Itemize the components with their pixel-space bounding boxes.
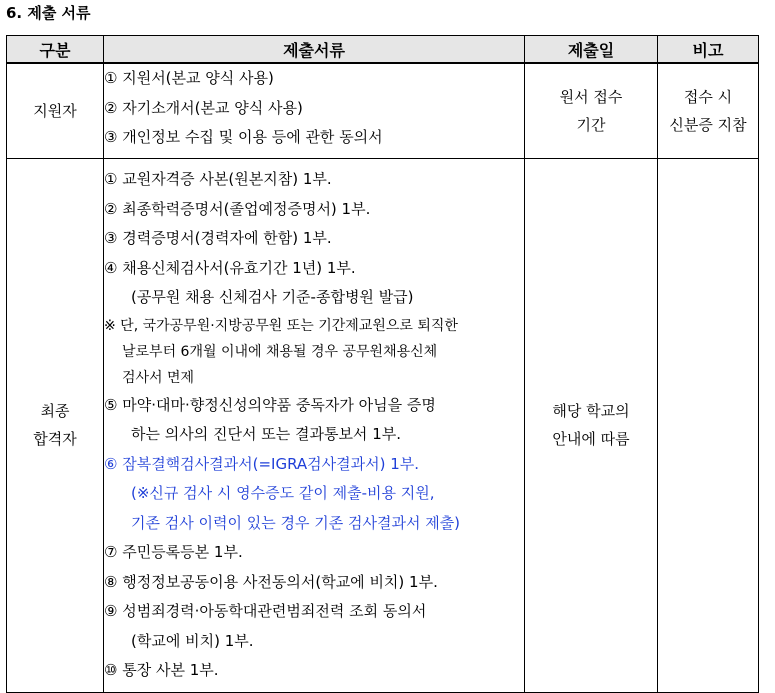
document-item: ⑨ 성범죄경력·아동학대관련범죄전력 조회 동의서 <box>104 602 427 620</box>
document-item: ⑧ 행정정보공동이용 사전동의서(학교에 비치) 1부. <box>104 572 438 591</box>
document-item: ④ 채용신체검사서(유효기간 1년) 1부. <box>104 258 356 277</box>
document-item: ③ 개인정보 수집 및 이용 등에 관한 동의서 <box>104 128 383 146</box>
deadline-line: 해당 학교의 <box>552 402 630 421</box>
document-item: ⑩ 통장 사본 1부. <box>104 661 219 679</box>
header-documents: 제출서류 <box>104 36 525 64</box>
table-row-final-applicant <box>7 159 759 693</box>
deadline-line: 원서 접수 <box>559 88 623 106</box>
document-item: ① 지원서(본교 양식 사용) <box>104 69 274 87</box>
section-title: 6. 제출 서류 <box>6 4 91 22</box>
deadline-line: 기간 <box>576 116 606 134</box>
document-note-continuation: 검사서 면제 <box>122 369 195 386</box>
header-category: 구분 <box>7 36 104 64</box>
document-item-highlighted-continuation: 기존 검사 이력이 있는 경우 기존 검사결과서 제출) <box>131 513 461 532</box>
document-item: ② 자기소개서(본교 양식 사용) <box>104 98 303 117</box>
category-label: 지원자 <box>33 102 77 120</box>
document-item: ⑦ 주민등록등본 1부. <box>104 543 243 561</box>
document-item: ③ 경력증명서(경력자에 한함) 1부. <box>104 229 332 247</box>
category-label: 최종 <box>40 402 70 421</box>
category-cell <box>7 63 104 159</box>
document-item: ② 최종학력증명서(졸업예정증명서) 1부. <box>104 199 371 218</box>
table-header-row <box>7 36 759 64</box>
documents-cell <box>104 63 525 159</box>
note-line: 접수 시 <box>683 88 733 106</box>
document-note-continuation: 날로부터 6개월 이내에 채용될 경우 공무원채용신체 <box>122 343 438 360</box>
document-item-highlighted-continuation: (※신규 검사 시 영수증도 같이 제출-비용 지원, <box>131 484 435 502</box>
document-note: ※ 단, 국가공무원·지방공무원 또는 기간제교원으로 퇴직한 <box>104 317 458 334</box>
header-deadline: 제출일 <box>525 36 658 64</box>
document-item: ① 교원자격증 사본(원본지참) 1부. <box>104 170 332 188</box>
table-row-applicant <box>7 63 759 159</box>
document-item-continuation: (공무원 채용 신체검사 기준-종합병원 발급) <box>131 288 414 306</box>
document-item-continuation: 하는 의사의 진단서 또는 결과통보서 1부. <box>131 425 401 443</box>
header-note: 비고 <box>658 36 759 64</box>
documents-cell <box>104 159 525 693</box>
document-item-continuation: (학교에 비치) 1부. <box>131 631 254 650</box>
deadline-cell <box>525 63 658 159</box>
deadline-cell <box>525 159 658 693</box>
documents-table <box>6 35 759 693</box>
note-cell-empty <box>658 159 759 693</box>
note-line: 신분증 지참 <box>669 116 747 134</box>
note-cell <box>658 63 759 159</box>
category-cell <box>7 159 104 693</box>
document-item: ⑤ 마약·대마·향정신성의약품 중독자가 아님을 증명 <box>104 395 436 414</box>
category-label: 합격자 <box>33 430 77 449</box>
document-item-highlighted: ⑥ 잠복결핵검사결과서(=IGRA검사결과서) 1부. <box>104 454 420 473</box>
deadline-line: 안내에 따름 <box>552 430 630 449</box>
